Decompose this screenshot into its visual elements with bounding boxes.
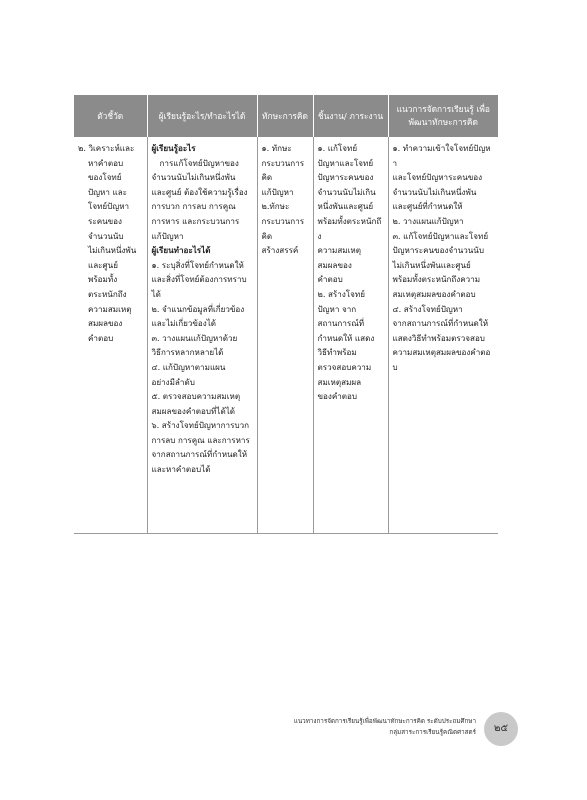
work-line: ตรวจสอบความ bbox=[317, 361, 372, 372]
header-thinking-skill: ทักษะการคิด bbox=[257, 95, 313, 137]
approach-line: พร้อมทั้งตระหนักถึงความ bbox=[392, 274, 481, 285]
learn-line: แก้ปัญหา bbox=[151, 230, 184, 241]
indicator-line: คำตอบ bbox=[88, 332, 114, 343]
indicator-line: ระคนของ bbox=[88, 215, 122, 226]
work-line: สถานการณ์ที่ bbox=[317, 318, 365, 329]
learn-line: การบวก การลบ การคูณ bbox=[151, 201, 236, 212]
skill-line: กระบวนการคิด bbox=[261, 157, 305, 183]
approach-line: แสดงวิธีทำพร้อมตรวจสอบ bbox=[392, 332, 485, 343]
do-line: วิธีการหลากหลายได้ bbox=[151, 347, 224, 358]
work-line: ปัญหาระคนของ bbox=[317, 172, 374, 183]
skill-line: ๒.ทักษะ bbox=[261, 201, 290, 212]
learn-line: จำนวนนับไม่เกินหนึ่งพัน bbox=[151, 172, 236, 183]
do-line: และไม่เกี่ยวข้องได้ bbox=[151, 318, 217, 329]
do-line: ๑. ระบุสิ่งที่โจทย์กำหนดให้ bbox=[151, 259, 244, 270]
indicator-line: และศูนย์ bbox=[88, 259, 118, 270]
approach-line: ปัญหาระคนของจำนวนนับ bbox=[392, 245, 484, 256]
approach-line: ไม่เกินหนึ่งพันและศูนย์ bbox=[392, 259, 471, 270]
do-line: จากสถานการณ์ที่กำหนดให้ bbox=[151, 449, 248, 460]
do-line: ๕. ตรวจสอบความสมเหตุ bbox=[151, 391, 241, 402]
page-number: ๒๕ bbox=[484, 712, 518, 746]
work-line: ๑. แก้โจทย์ bbox=[317, 143, 358, 153]
header-work: ชิ้นงาน/ ภาระงาน bbox=[313, 95, 388, 137]
work-line: ปัญหา จาก bbox=[317, 303, 357, 314]
header-approach: แนวการจัดการเรียนรู้ เพื่อพัฒนาทักษะการคิด bbox=[388, 95, 498, 137]
approach-line: ๑. ทำความเข้าใจโจทย์ปัญหา bbox=[392, 143, 491, 168]
work-line: วิธีทำพร้อม bbox=[317, 347, 357, 358]
header-learning: ผู้เรียนรู้อะไร/ทำอะไรได้ bbox=[147, 95, 257, 137]
do-line: ๓. วางแผนแก้ปัญหาด้วย bbox=[151, 332, 238, 343]
learn-line: และศูนย์ ต้องใช้ความรู้เรื่อง bbox=[151, 186, 248, 197]
skill-line: สร้างสรรค์ bbox=[261, 245, 299, 256]
approach-line: สมเหตุสมผลของคำตอบ bbox=[392, 288, 476, 299]
learn-line: การแก้โจทย์ปัญหาของ bbox=[159, 157, 239, 168]
work-line: คำตอบ bbox=[317, 274, 343, 285]
cell-work bbox=[313, 137, 388, 534]
indicator-line: ปัญหา และ bbox=[88, 186, 128, 197]
indicator-line: ตระหนักถึง bbox=[88, 288, 127, 299]
indicator-line: พร้อมทั้ง bbox=[88, 274, 118, 285]
cell-thinking-skill bbox=[257, 137, 313, 534]
work-line: กำหนดให้ แสดง bbox=[317, 332, 375, 343]
work-line: ความสมเหตุ bbox=[317, 245, 361, 256]
work-line: ปัญหาและโจทย์ bbox=[317, 157, 374, 168]
header-indicator: ตัวชี้วัด bbox=[74, 95, 147, 137]
approach-line: จากสถานการณ์ที่กำหนดให้ bbox=[392, 318, 489, 329]
indicator-line: สมผลของ bbox=[88, 318, 123, 329]
approach-line: ความสมเหตุสมผลของคำตอบ bbox=[392, 347, 491, 372]
heading-what-learn: ผู้เรียนรู้อะไร bbox=[151, 143, 196, 153]
work-line: ของคำตอบ bbox=[317, 391, 358, 402]
do-line: ๖. สร้างโจทย์ปัญหาการบวก bbox=[151, 420, 250, 431]
do-line: การลบ การคูณ และการหาร bbox=[151, 434, 250, 445]
approach-line: จำนวนนับไม่เกินหนึ่งพัน bbox=[392, 186, 477, 197]
do-line: อย่างมีลำดับ bbox=[151, 376, 195, 387]
work-line: ๒. สร้างโจทย์ bbox=[317, 288, 365, 299]
do-line: และสิ่งที่โจทย์ต้องการทราบ bbox=[151, 274, 247, 285]
work-line: สมผลของ bbox=[317, 259, 352, 270]
skill-line: แก้ปัญหา bbox=[261, 186, 294, 197]
skill-line: กระบวนการคิด bbox=[261, 215, 305, 241]
work-line: หนึ่งพันและศูนย์ bbox=[317, 201, 374, 212]
cell-learning bbox=[147, 137, 257, 534]
approach-line: ๓. แก้โจทย์ปัญหาและโจทย์ bbox=[392, 230, 489, 241]
footer-subject: กลุ่มสาระการเรียนรู้คณิตศาสตร์ bbox=[389, 729, 476, 736]
page-footer bbox=[236, 716, 476, 738]
approach-line: ๔. สร้างโจทย์ปัญหา bbox=[392, 303, 463, 314]
table-header-row bbox=[74, 95, 498, 137]
do-line: ๒. จำแนกข้อมูลที่เกี่ยวข้อง bbox=[151, 303, 245, 314]
learn-line: การหาร และกระบวนการ bbox=[151, 215, 240, 226]
footer-book-title: แนวทางการจัดการเรียนรู้เพื่อพัฒนาทักษะการคิด ระดับประถมศึกษา bbox=[293, 718, 476, 725]
approach-line: และโจทย์ปัญหาระคนของ bbox=[392, 172, 483, 183]
skill-line: ๑. ทักษะ bbox=[261, 143, 292, 153]
table-row bbox=[74, 137, 498, 534]
do-line: สมผลของคำตอบที่ได้ได้ bbox=[151, 405, 236, 416]
heading-what-do: ผู้เรียนทำอะไรได้ bbox=[151, 245, 211, 256]
indicator-line: จำนวนนับ bbox=[88, 230, 124, 241]
indicator-line: ความสมเหตุ bbox=[88, 303, 132, 314]
learning-plan-table bbox=[74, 95, 498, 534]
do-line: ๔. แก้ปัญหาตามแผน bbox=[151, 361, 226, 372]
cell-indicator bbox=[74, 137, 147, 534]
do-line: ได้ bbox=[151, 288, 161, 299]
approach-line: และศูนย์ที่กำหนดให้ bbox=[392, 201, 463, 212]
indicator-line: โจทย์ปัญหา bbox=[88, 201, 130, 212]
work-line: พร้อมทั้งตระหนักถึง bbox=[317, 215, 382, 241]
cell-approach bbox=[388, 137, 498, 534]
work-line: จำนวนนับไม่เกิน bbox=[317, 186, 376, 197]
approach-line: ๒. วางแผนแก้ปัญหา bbox=[392, 215, 464, 226]
work-line: สมเหตุสมผล bbox=[317, 376, 362, 387]
do-line: และหาคำตอบได้ bbox=[151, 464, 211, 475]
indicator-line: ของโจทย์ bbox=[88, 172, 122, 183]
indicator-line: ๒. วิเคราะห์และ bbox=[78, 143, 135, 153]
indicator-line: ไม่เกินหนึ่งพัน bbox=[88, 245, 137, 256]
indicator-line: หาคำตอบ bbox=[88, 157, 124, 168]
